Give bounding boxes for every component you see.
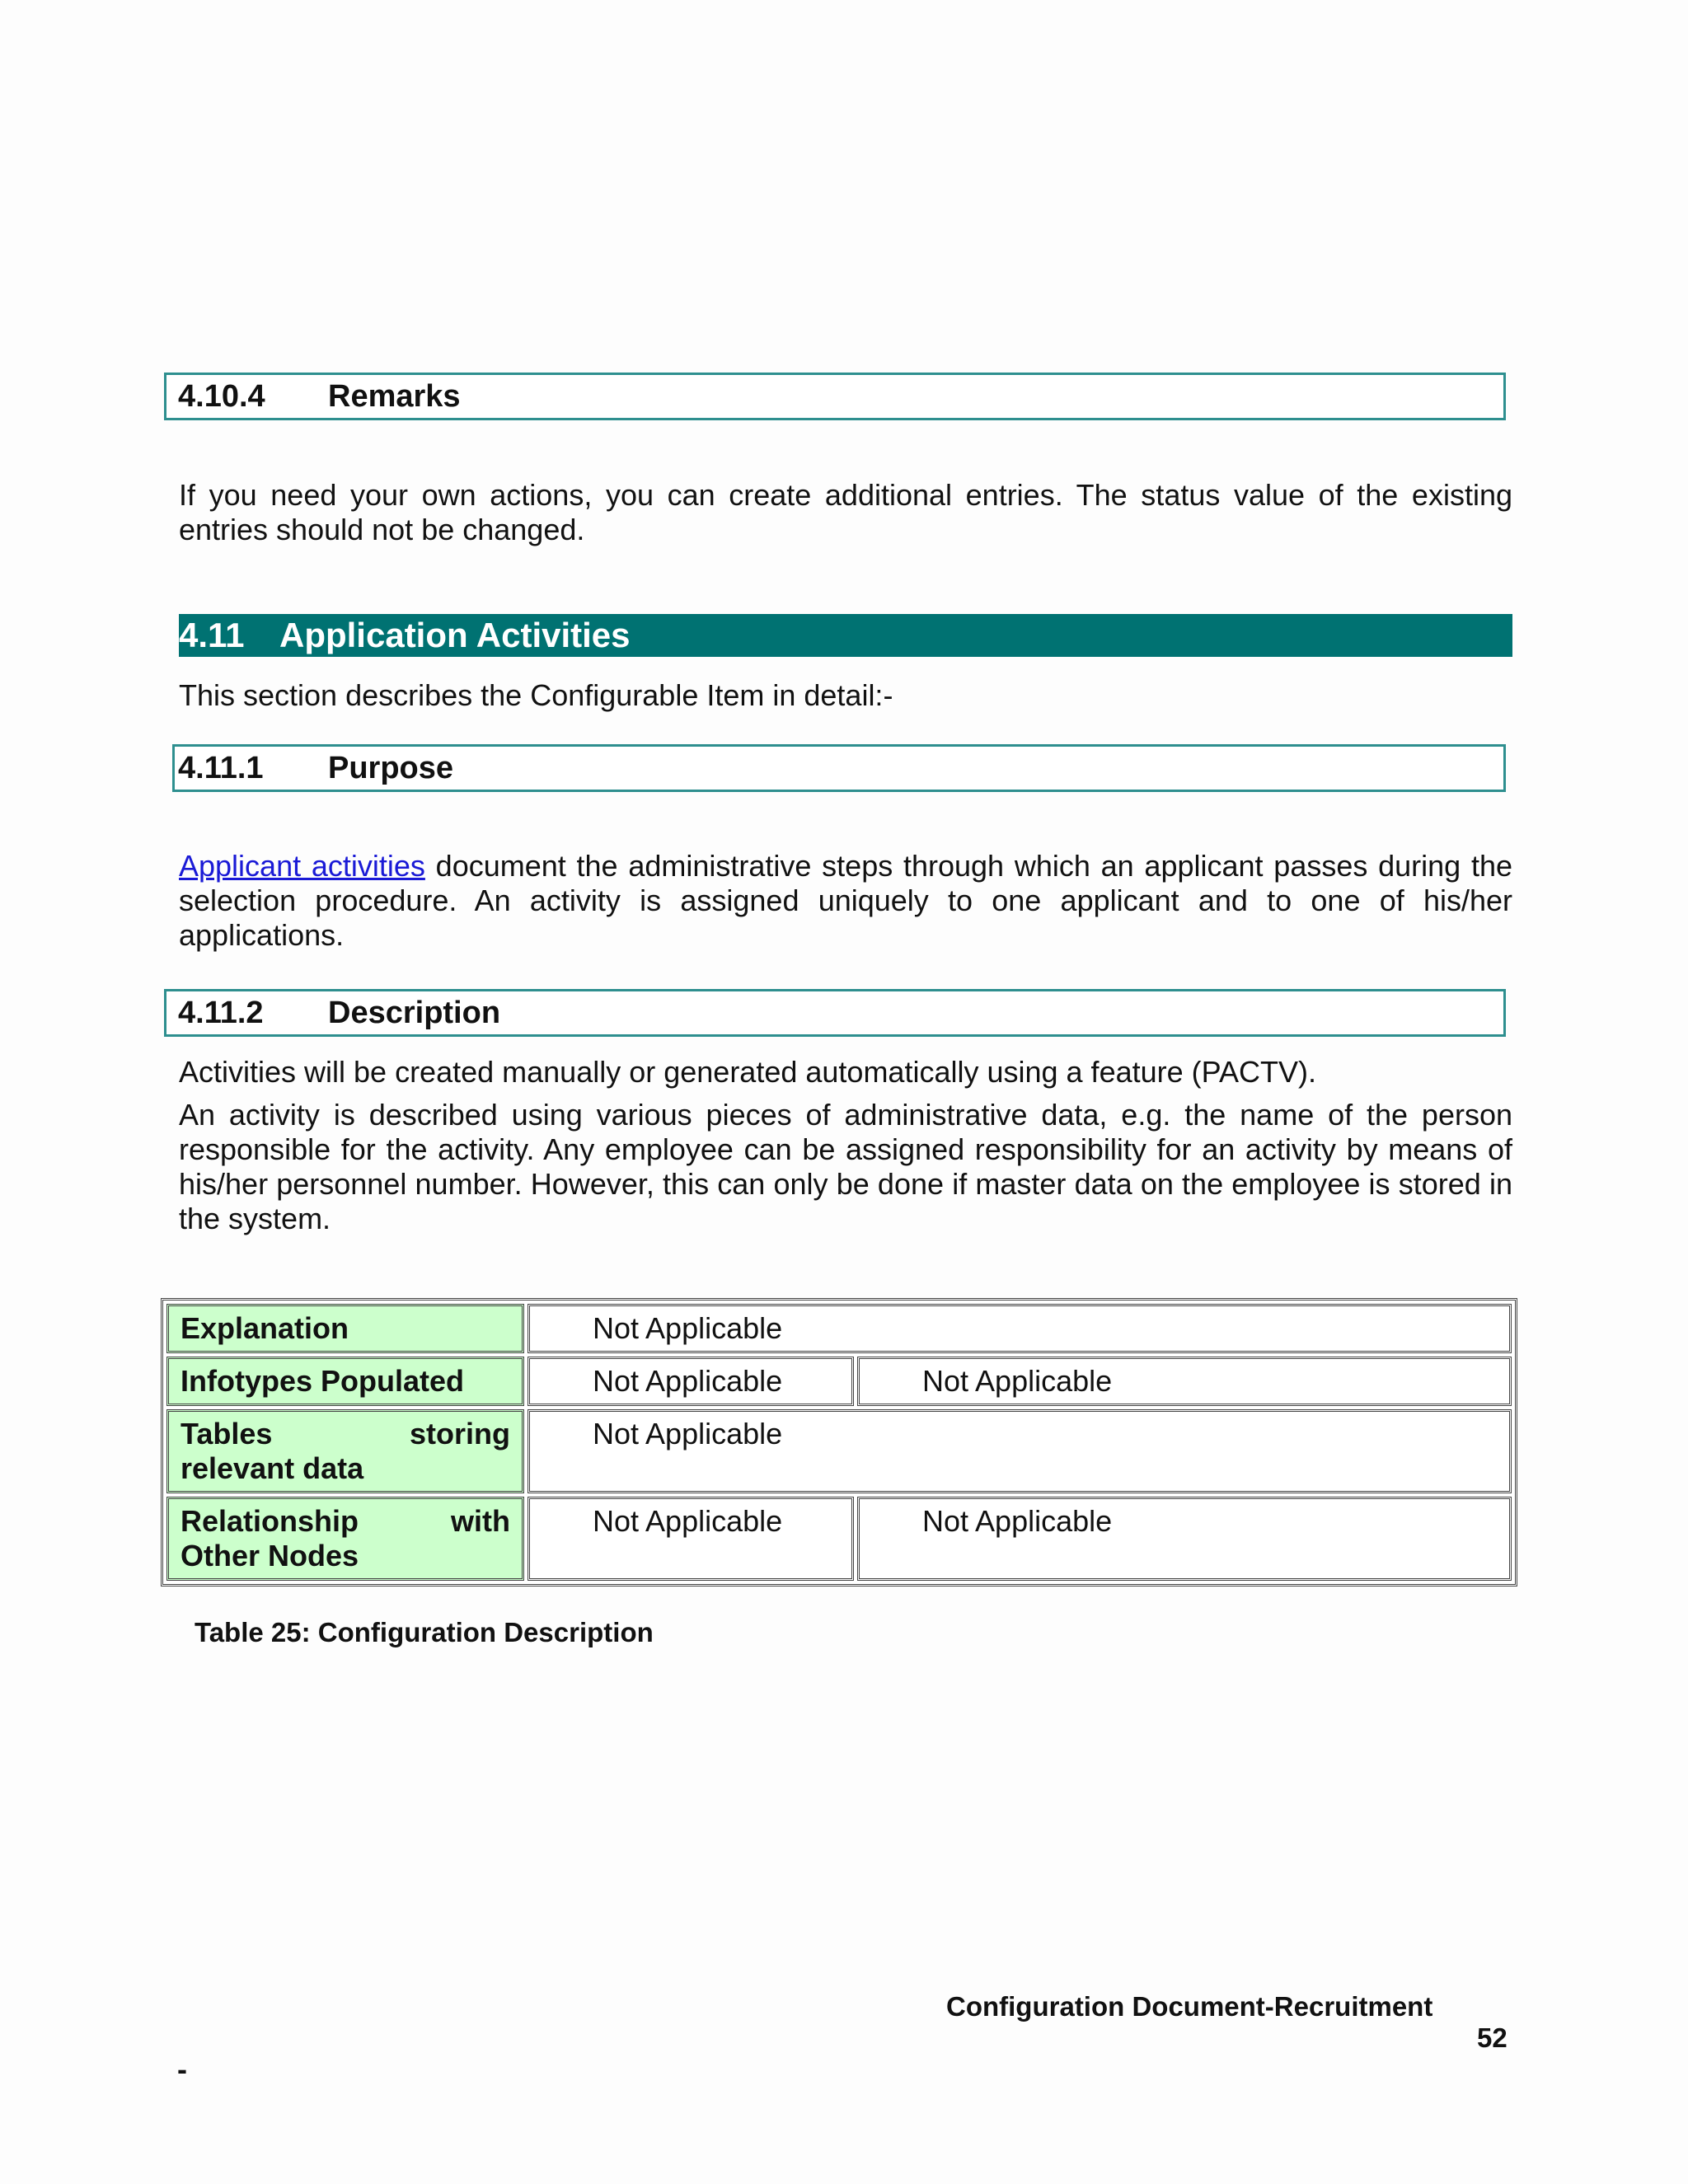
table-row-label: Explanation — [166, 1304, 524, 1353]
description-heading — [164, 989, 1506, 1037]
description-paragraph-2: An activity is described using various pieces of administrative data, e.g. the name of the person responsible for the activity. Any employee can be assigned responsibility for an activity by means of his/her personnel number. However, this can only be done if master data on the employee is stored in the system. — [179, 1098, 1512, 1235]
footer-document-title: Configuration Document-Recruitment — [946, 1991, 1433, 2022]
table-row-label-word: Relationship — [181, 1504, 359, 1538]
table-cell: Not Applicable — [857, 1357, 1512, 1406]
table-row-label-word: with — [451, 1504, 510, 1538]
section-heading-number: 4.11 — [179, 616, 245, 654]
footer-page-number: 52 — [1477, 2022, 1507, 2053]
table-row-label — [166, 1497, 524, 1581]
purpose-paragraph — [179, 849, 1512, 953]
table-cell: Not Applicable — [528, 1409, 1512, 1493]
remarks-heading-title: Remarks — [328, 379, 461, 414]
table-cell: Not Applicable — [528, 1497, 854, 1581]
section-heading-title: Application Activities — [279, 616, 631, 654]
table-caption: Table 25: Configuration Description — [195, 1617, 654, 1647]
table-row-label-line — [181, 1417, 510, 1451]
applicant-activities-link[interactable]: Applicant activities — [179, 849, 425, 883]
table-row-label — [166, 1409, 524, 1493]
table-row — [166, 1304, 1512, 1353]
table-row-label-line: Other Nodes — [181, 1539, 359, 1572]
table-cell: Not Applicable — [528, 1357, 854, 1406]
table-row-label-line — [181, 1504, 510, 1539]
table-row-label-line: relevant data — [181, 1451, 364, 1485]
section-heading-bar — [179, 614, 1512, 657]
configuration-table — [161, 1298, 1517, 1586]
description-paragraph-1: Activities will be created manually or generated automatically using a feature (PACTV). — [179, 1055, 1316, 1089]
table-row-label: Infotypes Populated — [166, 1357, 524, 1406]
purpose-heading-title: Purpose — [328, 751, 454, 785]
purpose-heading — [172, 744, 1506, 792]
table-row-label-word: Tables — [181, 1417, 273, 1451]
description-heading-number: 4.11.2 — [178, 996, 264, 1030]
table-row — [166, 1409, 1512, 1493]
remarks-paragraph: If you need your own actions, you can create additional entries. The status value of the existing entries should not be changed. — [179, 478, 1512, 546]
remarks-heading — [164, 373, 1506, 420]
table-cell: Not Applicable — [528, 1304, 1512, 1353]
purpose-heading-number: 4.11.1 — [178, 751, 264, 785]
section-intro-paragraph: This section describes the Configurable Item in detail:- — [179, 678, 893, 712]
footer-dash: - — [177, 2052, 187, 2086]
remarks-heading-number: 4.10.4 — [178, 379, 265, 414]
table-row — [166, 1357, 1512, 1406]
description-heading-title: Description — [328, 996, 501, 1030]
purpose-paragraph-text: document the administrative steps through which an applicant passes during the selection procedure. An activity is assigned uniquely to one applicant and to one of his/her applications. — [179, 849, 1512, 952]
table-cell: Not Applicable — [857, 1497, 1512, 1581]
table-row — [166, 1497, 1512, 1581]
table-row-label-word: storing — [410, 1417, 510, 1451]
